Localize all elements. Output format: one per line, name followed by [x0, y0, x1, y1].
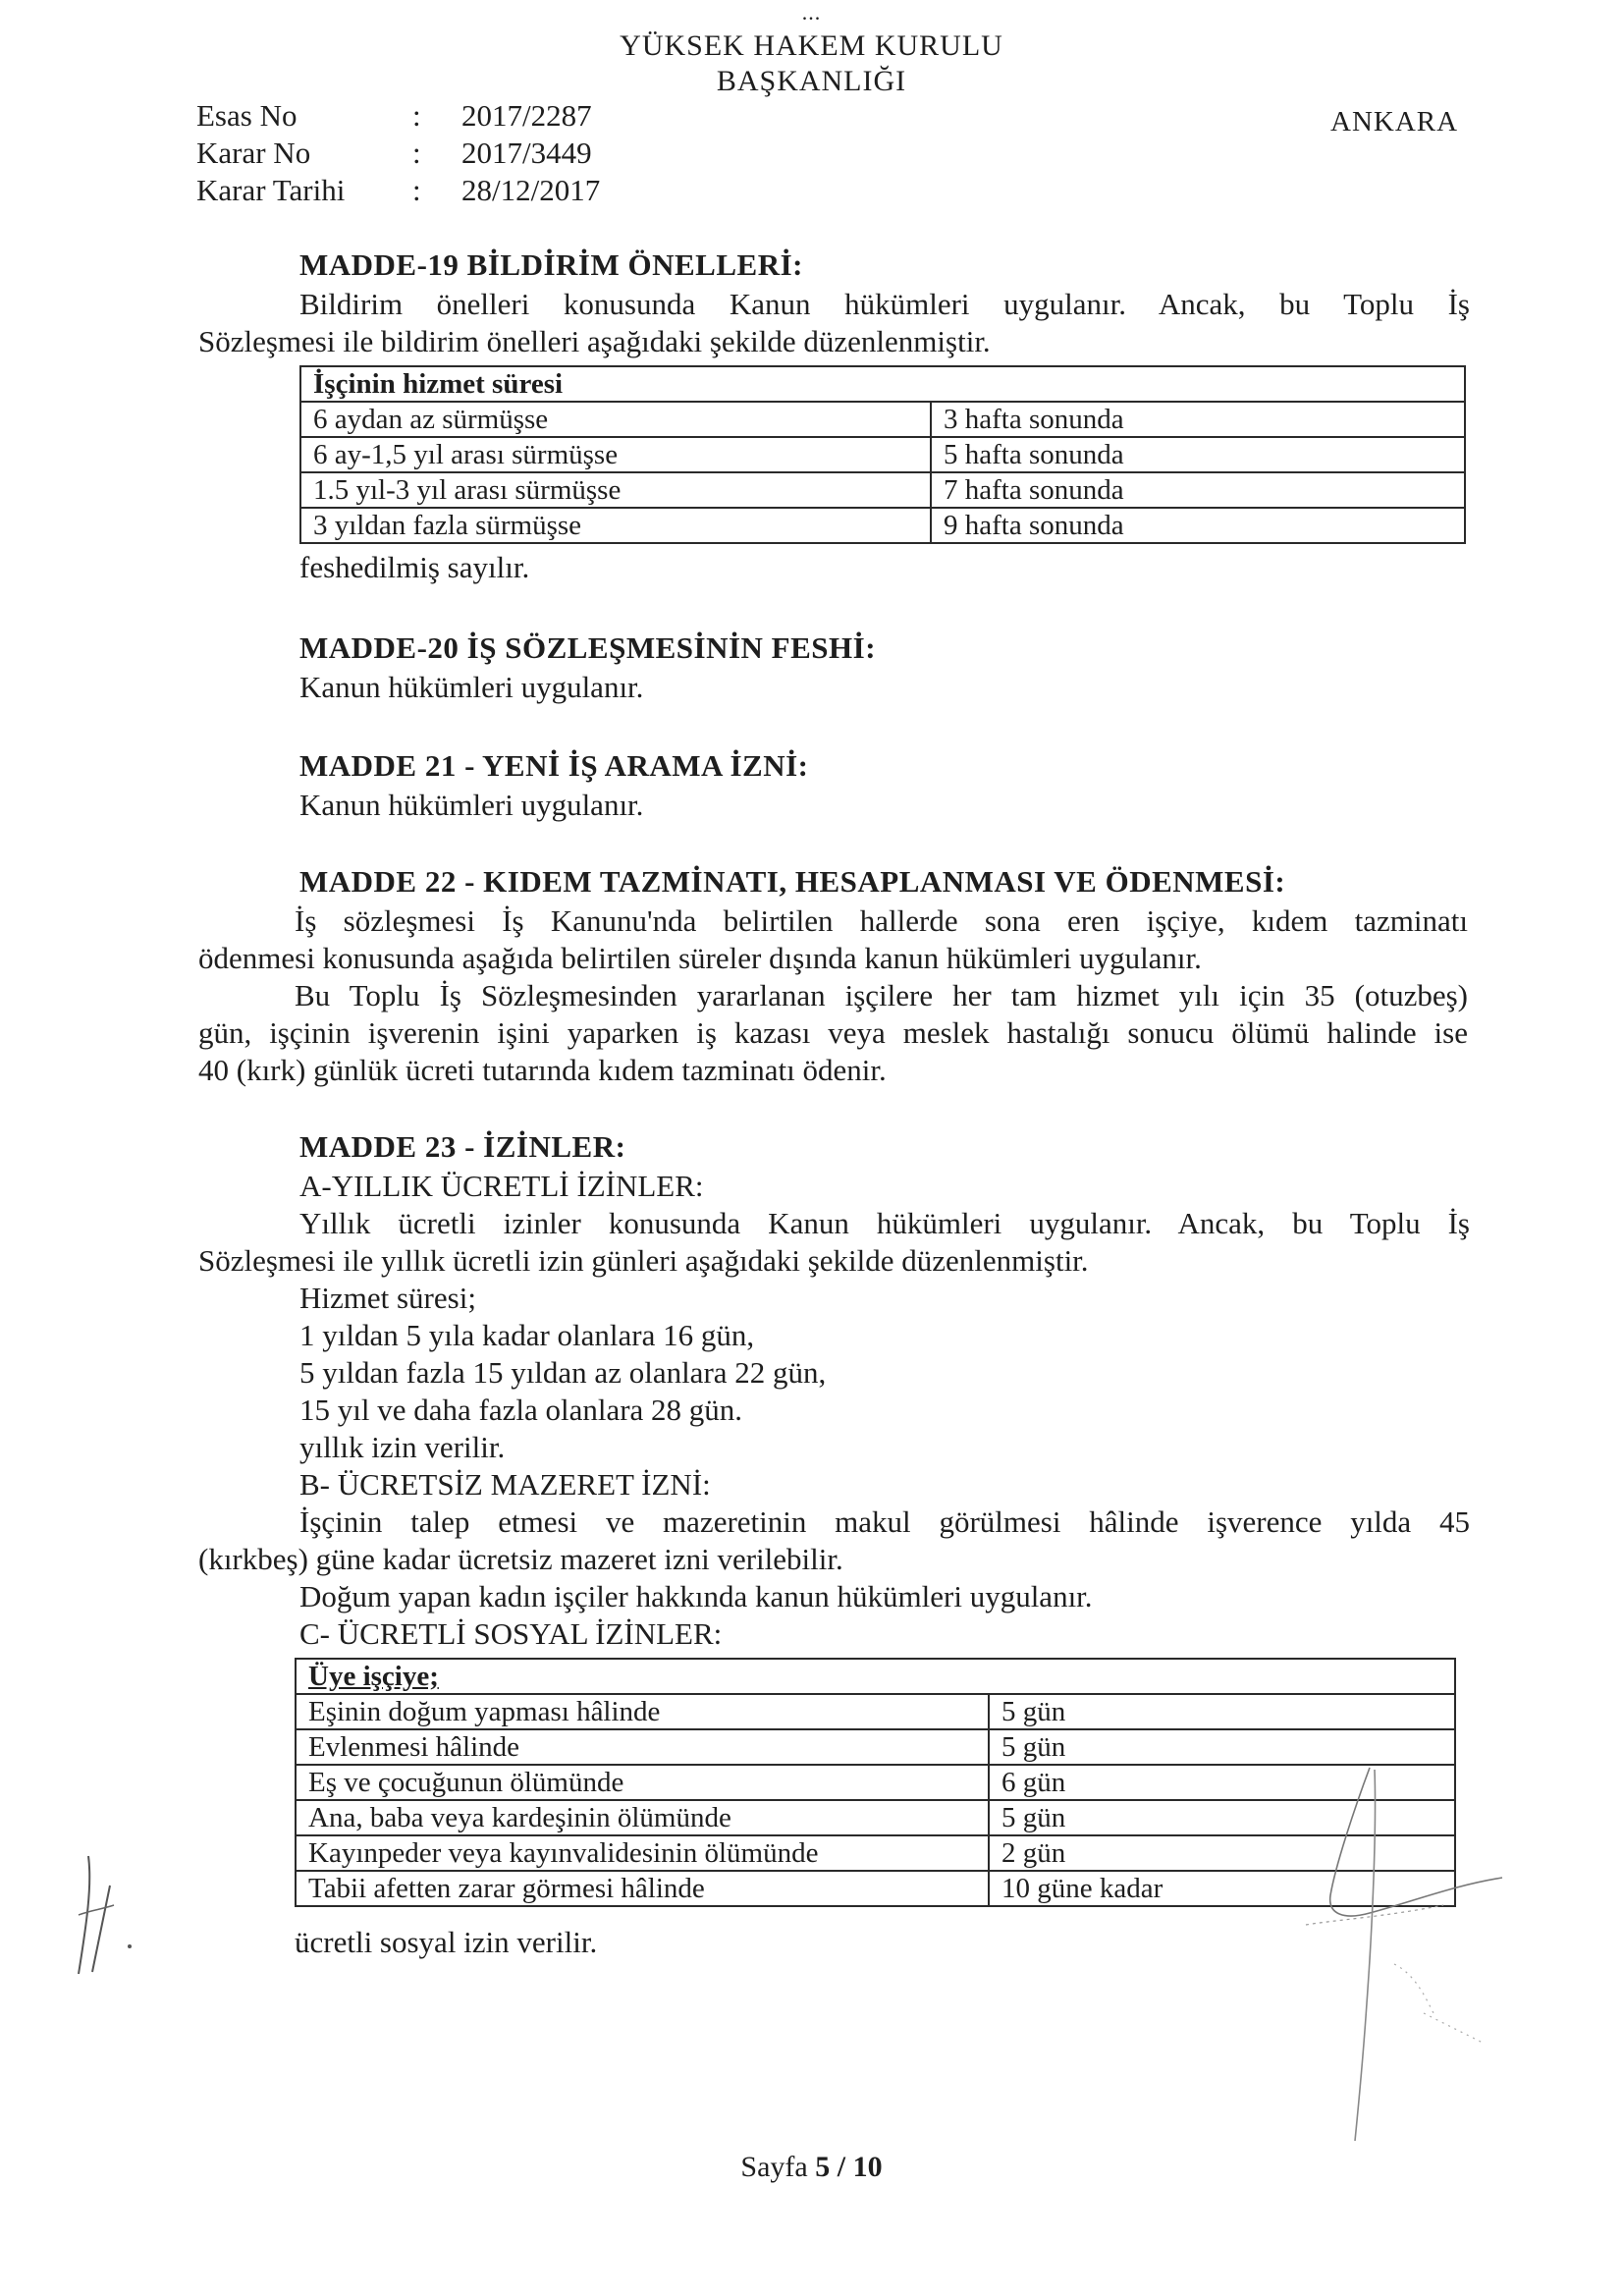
- table-row: [300, 508, 1465, 543]
- days-cell: 10 güne kadar: [989, 1871, 1455, 1906]
- m22-p2-line1: Bu Toplu İş Sözleşmesinden yararlanan işçilere her tam hizmet yılı için 35 (otuzbeş): [295, 978, 1468, 1012]
- left-signature-mark: [59, 1846, 157, 1984]
- meta-label: Karar Tarihi: [196, 173, 346, 207]
- m23-a-list-item: 1 yıldan 5 yıla kadar olanlara 16 gün,: [299, 1318, 755, 1352]
- m23-b-line1: İşçinin talep etmesi ve mazeretinin makul görülmesi hâlinde işverence yılda 45: [299, 1504, 1470, 1539]
- m23-a-list-item: 5 yıldan fazla 15 yıldan az olanlara 22 gün,: [299, 1355, 827, 1390]
- duration-cell: 6 aydan az sürmüşse: [300, 402, 931, 437]
- m21-text: Kanun hükümleri uygulanır.: [299, 788, 644, 822]
- page-total: 10: [852, 2151, 883, 2183]
- meta-esas-no: [196, 98, 592, 134]
- table-row: [300, 402, 1465, 437]
- m22-heading: MADDE 22 - KIDEM TAZMİNATI, HESAPLANMASI VE ÖDENMESİ:: [299, 864, 1286, 899]
- city-label: ANKARA: [1330, 106, 1459, 137]
- days-cell: 5 gün: [989, 1729, 1455, 1765]
- meta-label: Karar No: [196, 136, 311, 170]
- page-current: 5: [815, 2151, 831, 2183]
- days-cell: 6 gün: [989, 1765, 1455, 1800]
- m23-a-title: A-YILLIK ÜCRETLİ İZİNLER:: [299, 1169, 704, 1203]
- duration-cell: 1.5 yıl-3 yıl arası sürmüşse: [300, 472, 931, 508]
- reason-cell: Eş ve çocuğunun ölümünde: [296, 1765, 989, 1800]
- m23-b-title: B- ÜCRETSİZ MAZERET İZNİ:: [299, 1467, 711, 1502]
- meta-value: 2017/2287: [461, 98, 592, 133]
- m19-heading: MADDE-19 BİLDİRİM ÖNELLERİ:: [299, 247, 803, 282]
- meta-karar-no: [196, 136, 592, 171]
- notice-cell: 9 hafta sonunda: [931, 508, 1465, 543]
- days-cell: 2 gün: [989, 1835, 1455, 1871]
- m23-b-line3: Doğum yapan kadın işçiler hakkında kanun hükümleri uygulanır.: [299, 1579, 1093, 1613]
- page-slash: /: [837, 2151, 846, 2183]
- table-header-cell: Üye işçiye;: [296, 1659, 1455, 1694]
- meta-value: 2017/3449: [461, 136, 592, 170]
- meta-karar-tarihi: [196, 173, 600, 208]
- table-row: [300, 472, 1465, 508]
- notice-cell: 3 hafta sonunda: [931, 402, 1465, 437]
- meta-sep: :: [412, 173, 421, 207]
- m22-p1-line1: İş sözleşmesi İş Kanunu'nda belirtilen hallerde sona eren işçiye, kıdem tazminatı: [295, 903, 1468, 938]
- m23-c-after: ücretli sosyal izin verilir.: [295, 1925, 598, 1959]
- notice-cell: 5 hafta sonunda: [931, 437, 1465, 472]
- m22-p2-line2: gün, işçinin işverenin işini yaparken iş kazası veya meslek hastalığı sonucu ölümü halinde ise: [198, 1015, 1468, 1050]
- days-cell: 5 gün: [989, 1800, 1455, 1835]
- table-row: [300, 437, 1465, 472]
- table-header-row: [300, 366, 1465, 402]
- meta-sep: :: [412, 98, 421, 133]
- m22-p1-line2: ödenmesi konusunda aşağıda belirtilen süreler dışında kanun hükümleri uygulanır.: [198, 941, 1202, 975]
- page-footer: [0, 2151, 1623, 2184]
- m20-heading: MADDE-20 İŞ SÖZLEŞMESİNİN FESHİ:: [299, 630, 877, 665]
- reason-cell: Kayınpeder veya kayınvalidesinin ölümünde: [296, 1835, 989, 1871]
- m23-a-list-item: 15 yıl ve daha fazla olanlara 28 gün.: [299, 1393, 743, 1427]
- table-header-cell: İşçinin hizmet süresi: [300, 366, 1465, 402]
- page-prefix: Sayfa: [740, 2151, 808, 2183]
- right-signature-mark: [1276, 1748, 1600, 2160]
- table-row: [296, 1694, 1455, 1729]
- duration-cell: 3 yıldan fazla sürmüşse: [300, 508, 931, 543]
- m20-text: Kanun hükümleri uygulanır.: [299, 670, 644, 704]
- m19-line2: Sözleşmesi ile bildirim önelleri aşağıdaki şekilde düzenlenmiştir.: [198, 324, 991, 358]
- m23-heading: MADDE 23 - İZİNLER:: [299, 1129, 626, 1164]
- days-cell: 5 gün: [989, 1694, 1455, 1729]
- meta-value: 28/12/2017: [461, 173, 601, 207]
- m23-a-line2: Sözleşmesi ile yıllık ücretli izin günleri aşağıdaki şekilde düzenlenmiştir.: [198, 1243, 1089, 1278]
- m19-line1: Bildirim önelleri konusunda Kanun hükümleri uygulanır. Ancak, bu Toplu İş: [299, 287, 1470, 321]
- meta-label: Esas No: [196, 98, 298, 133]
- reason-cell: Tabii afetten zarar görmesi hâlinde: [296, 1871, 989, 1906]
- m23-a-list-item: Hizmet süresi;: [299, 1281, 476, 1315]
- header-top-mark: ...: [801, 0, 822, 25]
- org-name: YÜKSEK HAKEM KURULU: [620, 29, 1003, 62]
- notice-period-table: [299, 365, 1466, 544]
- reason-cell: Evlenmesi hâlinde: [296, 1729, 989, 1765]
- table-header-row: [296, 1659, 1455, 1694]
- m23-c-title: C- ÜCRETLİ SOSYAL İZİNLER:: [299, 1616, 723, 1651]
- m22-p2-line3: 40 (kırk) günlük ücreti tutarında kıdem tazminatı ödenir.: [198, 1053, 887, 1087]
- m19-after: feshedilmiş sayılır.: [299, 550, 530, 584]
- meta-sep: :: [412, 136, 421, 170]
- duration-cell: 6 ay-1,5 yıl arası sürmüşse: [300, 437, 931, 472]
- notice-cell: 7 hafta sonunda: [931, 472, 1465, 508]
- m23-a-list-item: yıllık izin verilir.: [299, 1430, 506, 1464]
- m23-b-line2: (kırkbeş) güne kadar ücretsiz mazeret izni verilebilir.: [198, 1542, 843, 1576]
- m21-heading: MADDE 21 - YENİ İŞ ARAMA İZNİ:: [299, 748, 809, 783]
- reason-cell: Ana, baba veya kardeşinin ölümünde: [296, 1800, 989, 1835]
- m23-a-line1: Yıllık ücretli izinler konusunda Kanun hükümleri uygulanır. Ancak, bu Toplu İş: [299, 1206, 1470, 1240]
- reason-cell: Eşinin doğum yapması hâlinde: [296, 1694, 989, 1729]
- org-subtitle: BAŞKANLIĞI: [716, 65, 907, 97]
